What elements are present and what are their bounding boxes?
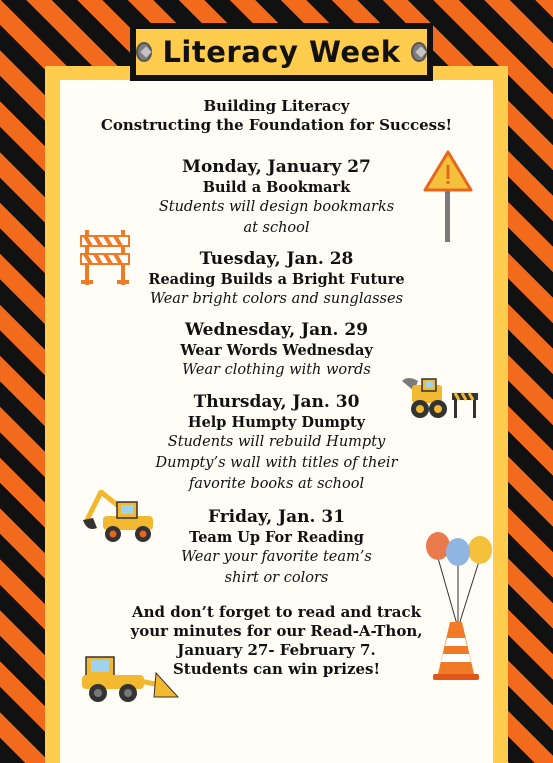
activity-title: Help Humpty Dumpty	[187, 414, 366, 431]
activity-title: Build a Bookmark	[202, 179, 351, 196]
activity-description: favorite books at school	[188, 476, 365, 492]
day-heading: Tuesday, Jan. 28	[199, 249, 354, 269]
balloons-icon	[424, 530, 496, 630]
day-heading: Wednesday, Jan. 29	[184, 320, 369, 340]
activity-description: at school	[243, 220, 310, 236]
activity-description: Wear your favorite team’s	[181, 549, 372, 565]
closing-line: January 27- February 7.	[177, 641, 376, 659]
title-banner	[130, 23, 433, 81]
road-barrier-icon	[80, 230, 130, 285]
bolt-icon-left	[136, 42, 152, 62]
activity-description: Wear clothing with words	[182, 362, 371, 378]
front-loader-icon	[80, 655, 180, 703]
closing-line: Students can win prizes!	[172, 660, 381, 678]
day-heading: Thursday, Jan. 30	[193, 392, 360, 412]
subtitle-line: Building Literacy	[203, 97, 350, 115]
activity-description: Wear bright colors and sunglasses	[149, 291, 404, 307]
activity-title: Team Up For Reading	[189, 529, 364, 546]
traffic-cone-icon	[432, 620, 480, 682]
activity-title: Wear Words Wednesday	[180, 342, 373, 359]
warning-sign-icon	[423, 150, 473, 245]
bolt-icon-right	[411, 42, 427, 62]
page-title: Literacy Week	[162, 35, 401, 69]
activity-description: shirt or colors	[224, 570, 329, 586]
day-block-wednesday	[60, 320, 493, 381]
subtitle-line: Constructing the Foundation for Success!	[100, 116, 453, 134]
subtitle-block	[60, 97, 493, 135]
activity-description: Students will design bookmarks	[158, 199, 395, 215]
excavator-icon	[83, 490, 158, 545]
closing-line: your minutes for our Read-A-Thon,	[130, 622, 423, 640]
activity-description: Dumpty’s wall with titles of their	[155, 455, 398, 471]
closing-line: And don’t forget to read and track	[131, 603, 421, 621]
bulldozer-icon	[400, 375, 480, 421]
day-heading: Friday, Jan. 31	[207, 507, 346, 527]
day-heading: Monday, January 27	[182, 157, 371, 177]
activity-description: Students will rebuild Humpty	[167, 434, 386, 450]
activity-title: Reading Builds a Bright Future	[148, 271, 405, 288]
